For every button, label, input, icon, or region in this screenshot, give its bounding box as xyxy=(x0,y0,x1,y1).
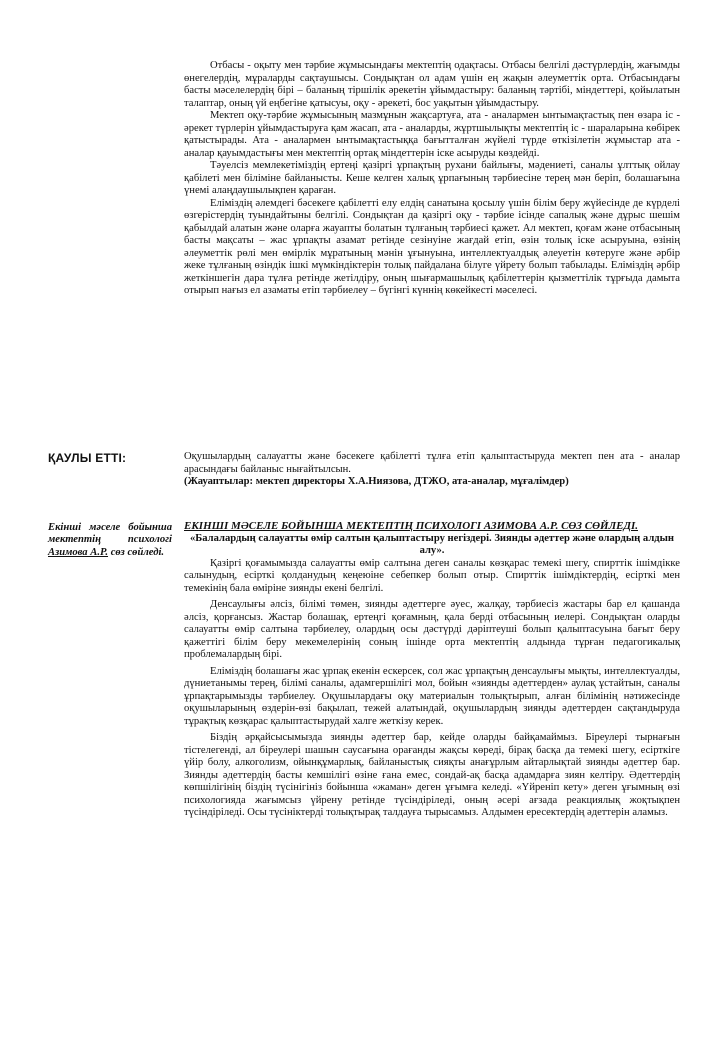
paragraph: Тәуелсіз мемлекетіміздің ертеңі қазіргі ұрпақтың рухани байлығы, мәдениеті, саналы ұлттық ойлау қабілеті мен біліміне байланысты. Кеше келген халық ұрпағының тәрбиесіне терең мән беріп, болашағына үнемі алаңдаушылықпен қараған. xyxy=(184,160,680,196)
decision-label: ҚАУЛЫ ЕТТІ: xyxy=(48,451,127,465)
side-note-line1: Екінші мәселе бойынша мектептің психологі xyxy=(48,522,172,546)
section-column xyxy=(184,520,680,820)
paragraph: Қазіргі қоғамымызда салауатты өмір салтына деген саналы көзқарас темекі шегу, спирттік ішімдікке салынудың, есірткі қолданудың кеңеюіне себепкер болып отыр. Спирттік ішімдіктердің, есірткі мен темекінің бала өміріне зиянды екені белгілі. xyxy=(184,557,680,594)
side-note-line2: сөз сөйледі. xyxy=(110,546,165,558)
paragraph: Еліміздің болашағы жас ұрпақ екенін ескерсек, сол жас ұрпақтың денсаулығы мықты, интеллектуалды, дүниетанымы терең, білімі саналы, адамгершілігі мол, бойын «зиянды әдеттерден» аулақ ұстайтын, саналы ұрпақтарымызды тәрбиелеу. Оқушылардағы оқу материалын толықтырып, алған білімінің нәтижесінде оқушыларының өздерін-өзі бақылап, тежей алатындай, оқушылардың зиянды әдеттерден сақтандыруда тұрақтық көзқарас қалыптастырудай халге жеткізу керек. xyxy=(184,665,680,727)
side-note-speaker: Азимова А.Р. xyxy=(48,546,109,558)
paragraph: Біздің әрқайсысымызда зиянды әдеттер бар, кейде оларды байқамаймыз. Біреулері тырнағын тістелегенді, ал біреулері шашын саусағына орағанды жақсы көреді, бірақ басқа да темекі шегу, есірткіге үйір болу, алкоголизм, ойынқұмарлық, байланыстық сияқты анағұрлым айтарлықтай зиянды әдеттер бар. Зиянды әдеттердің басты кемшілігі өзіне ғана емес, сондай-ақ басқа адамдарға зиян келтіру. Әдеттердің көпшілігінің біздің түсінігініз бойынша «жаман» деген ұғымға келеді. «Үйреніп кету» деген ұғымның өзі психологияда жағымсыз үйрену ретінде түсіндіріледі, оның әсері ағзада реакциялық жоқтықпен түсіндіріледі. Осы түсініктерді толықтырақ талдауға тырысамыз. Алдымен ересектердің әдеттерін аламыз. xyxy=(184,732,680,818)
paragraph: Денсаулығы әлсіз, білімі төмен, зиянды әдеттерге әуес, жалқау, тәрбиесіз жастары бар ел қашанда әлсіз, қорғансыз. Жастар болашақ, ертеңгі қоғамның, қала берді отбасының иелері. Сондықтан оларды салауатты өмір салтына тәрбиелеу, олардың осы дәстүрді дәріптеуші болып қалыптасуына бағыт беру қажеттігі білім беру мекемелерінің соның ішінде орта мектептің алдында тұрған педагогикалық проблемалардың бірі. xyxy=(184,599,680,660)
paragraph: Мектеп оқу-тәрбие жұмысының мазмұнын жақсартуға, ата - аналармен ынтымақтастық пен өзара іс - әрекет түрлерін ұйымдастыруға қам жасап, ата - аналарды, жұртшылықты мектептің іс - шараларына көбірек қатыстырады. Ата - аналармен ынтымақтастыққа бағытталған жүйелі түрде өткізілетін жұмыстар ата - аналар қауымдастығы мен мектептің ортақ міндеттерін іске асыруды көздейді. xyxy=(184,110,680,159)
section-topic: «Балалардың салауатты өмір салтын қалыптастыру негіздері. Зиянды әдеттер және олардың алдын алу». xyxy=(189,532,674,556)
decision-text-block xyxy=(184,451,680,489)
decision-text: Оқушылардың салауатты және бәсекеге қабілетті тұлға етіп қалыптастыруда мектеп пен ата - аналар арасындағы байланыс нығайтылсын. xyxy=(184,451,680,475)
paragraph: Еліміздің әлемдегі бәсекеге қабілетті елу елдің санатына қосылу үшін білім беру жүйесінде де күрделі өзгерістердің туындайтыны белгілі. Сондықтан да қазіргі оқу - тәрбие ісінде сапалық және дұрыс шешім қабылдай алатын және оларға жауапты болатын тұлғаның тәрбиесі қажет. Ал мектеп, қоғам және отбасының басты мақсаты – жас ұрпақты азамат ретінде сезінуіне жағдай етіп, өзін толық іске асыруына, өзінің әлеуметтік рөлі мен өмірлік мұратының мәнін ұғынуына, интеллектуалдық әлеуетін көтеруге және әрбір жеке тұлғаның өзіндік ішкі мүмкіндіктерін толық пайдалана білуге үйрету болып табылады. Еліміздің әрбір жеткіншегін дара тұлға ретінде жетілдіру, оның шығармашылық қабілеттерін қызметтілік тұрғыда дамыта отырып нағыз ел азаматы етіп тәрбиелеу – бүгінгі күннің көкейкесті мәселесі. xyxy=(184,197,680,296)
section-heading: ЕКІНШІ МӘСЕЛЕ БОЙЫНША МЕКТЕПТІҢ ПСИХОЛОГІ АЗИМОВА А.Р. СӨЗ СӨЙЛЕДІ. xyxy=(184,520,638,532)
main-text-column xyxy=(184,60,680,298)
paragraph: Отбасы - оқыту мен тәрбие жұмысындағы мектептің одақтасы. Отбасы белгілі дәстүрлердің, жағымды өнегелердің, мұраларды сақтаушысы. Сондықтан ол адам үшін ең жақын әлеуметтік орта. Отбасындағы басты мәселелердің бірі – баланың тіршілік әрекетін ұйымдастыру: баланың тәртібі, міндеттері, қойылатын талаптар, оның үй еңбегіне қатысуы, оқу - әрекеті, бос уақытын ұйымдастыру. xyxy=(184,60,680,109)
side-note xyxy=(48,522,172,559)
decision-responsible: (Жауаптылар: мектеп директоры Х.А.Ниязова, ДТЖО, ата-аналар, мұғалімдер) xyxy=(184,476,569,487)
